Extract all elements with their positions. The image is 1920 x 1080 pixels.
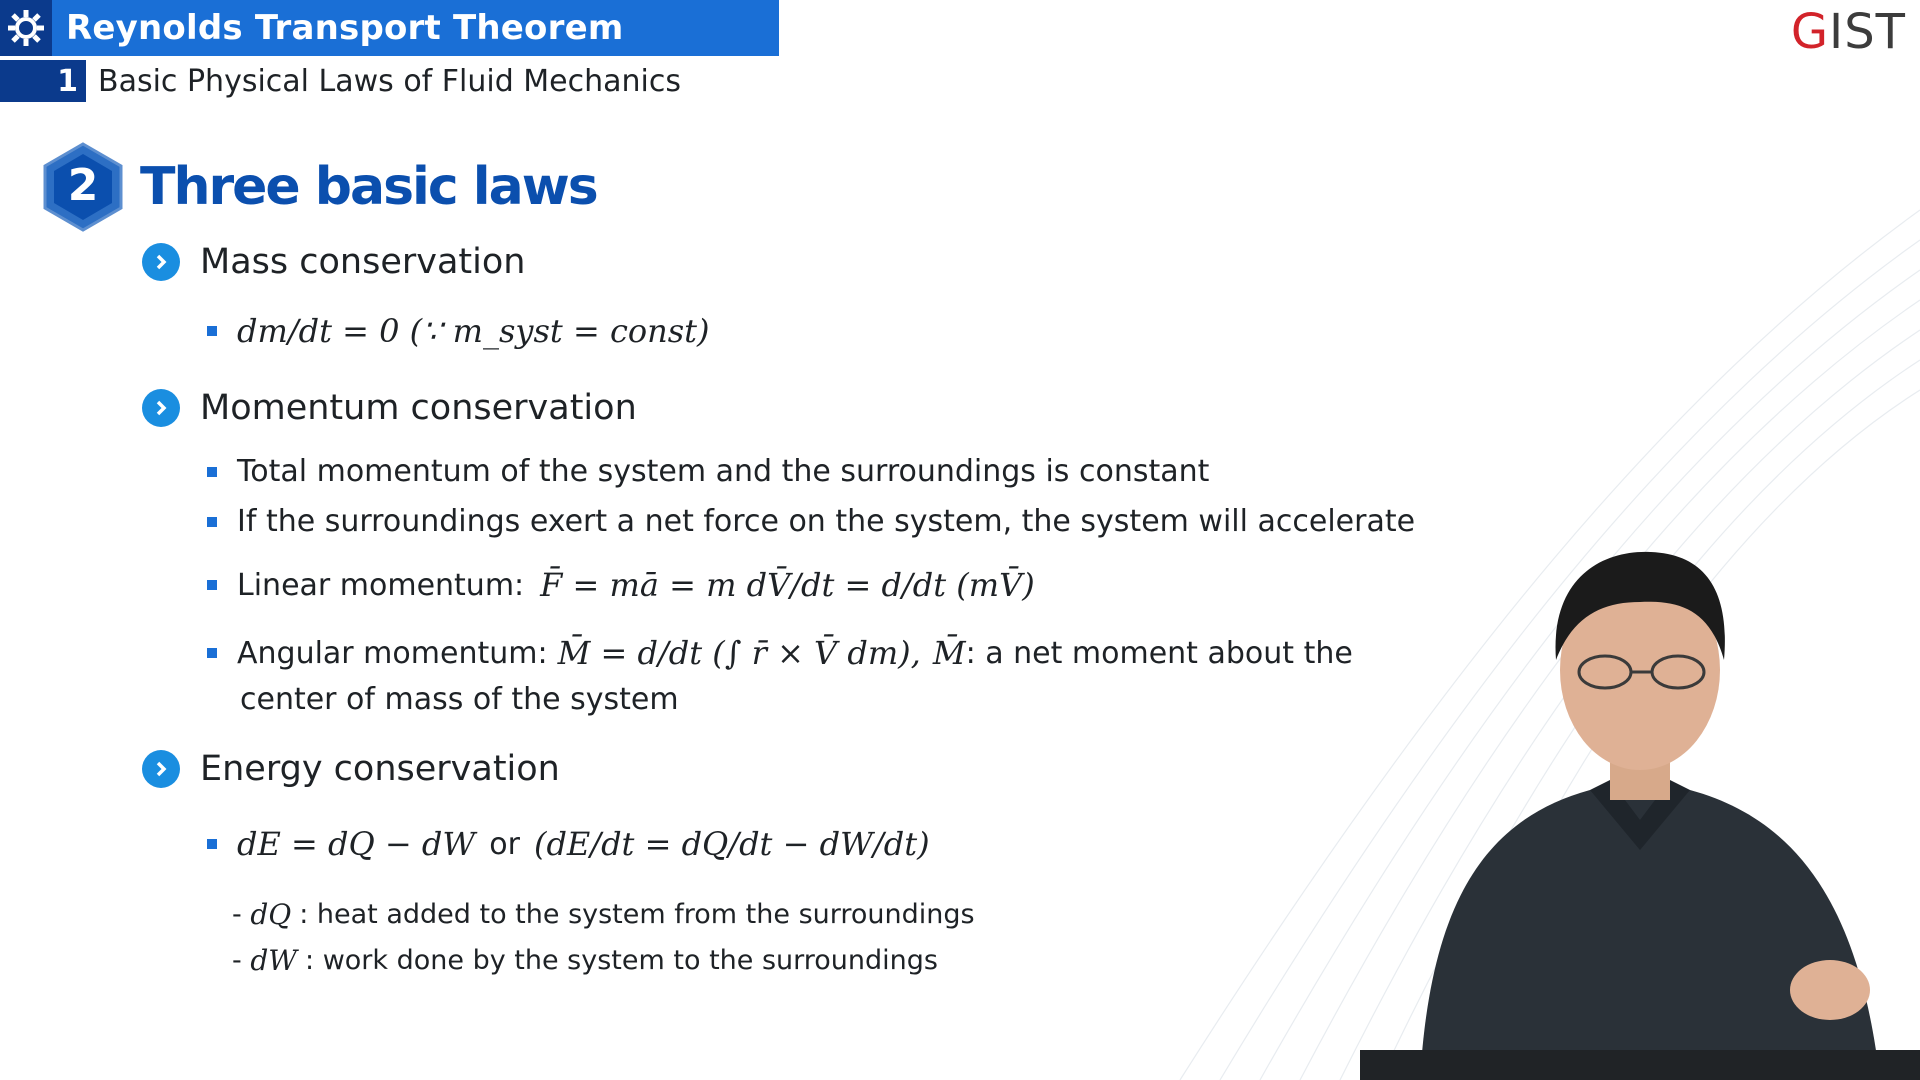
angular-momentum-formula: M̄ = d/dt (∫ r̄ × V̄ dm), <box>557 634 921 672</box>
angular-momentum-line2 <box>240 682 679 717</box>
linear-momentum-label: Linear momentum: <box>237 567 525 603</box>
bullet-square <box>207 517 217 527</box>
mass-formula: dm/dt = 0 (∵ m_syst = const) <box>237 312 710 350</box>
bullet-square <box>207 326 217 336</box>
linear-momentum-formula: F̄ = mā = m dV̄/dt = d/dt (mV̄) <box>540 566 1035 604</box>
linear-momentum-item <box>207 566 1035 604</box>
mass-formula-item <box>207 312 710 350</box>
chevron-right-icon <box>142 750 180 788</box>
logo-letters: IST <box>1829 4 1906 60</box>
subheader-number: 1 <box>0 60 86 102</box>
moment-symbol: M̄ <box>932 634 966 672</box>
section-heading <box>42 142 597 232</box>
gist-logo <box>1791 4 1906 60</box>
energy-conservation-label: Energy conservation <box>200 749 560 789</box>
dw-symbol: dW <box>250 944 298 977</box>
dw-text: : work done by the system to the surroundings <box>305 945 938 976</box>
dash: - <box>232 945 251 976</box>
chevron-right-icon <box>142 389 180 427</box>
momentum-bullet-1-text: Total momentum of the system and the surroundings is constant <box>237 454 1210 489</box>
momentum-bullet-1 <box>207 454 1209 489</box>
energy-formula-a: dE = dQ − dW <box>237 825 476 863</box>
header-title: Reynolds Transport Theorem <box>66 8 624 48</box>
energy-conservation-item <box>142 749 560 789</box>
momentum-conservation-label: Momentum conservation <box>200 388 637 428</box>
section-title: Three basic laws <box>140 157 597 217</box>
energy-or: or <box>489 826 520 862</box>
bullet-square <box>207 467 217 477</box>
header-bar <box>0 0 779 56</box>
chevron-right-icon <box>142 243 180 281</box>
energy-def-dq <box>232 898 975 931</box>
presenter-video <box>1360 490 1920 1080</box>
energy-formula-b: (dE/dt = dQ/dt − dW/dt) <box>533 825 930 863</box>
angular-momentum-line2-text: center of mass of the system <box>240 682 679 717</box>
energy-def-dw <box>232 944 938 977</box>
bullet-square <box>207 648 217 658</box>
momentum-bullet-2-text: If the surroundings exert a net force on the system, the system will accelerate <box>237 504 1416 539</box>
section-number: 2 <box>67 160 99 211</box>
logo-letter-g: G <box>1790 4 1830 60</box>
gear-icon <box>0 0 52 56</box>
bullet-square <box>207 839 217 849</box>
mass-conservation-label: Mass conservation <box>200 242 526 282</box>
subheader-title: Basic Physical Laws of Fluid Mechanics <box>98 63 682 99</box>
momentum-conservation-item <box>142 388 637 428</box>
dash: - <box>232 899 251 930</box>
angular-momentum-desc: : a net moment about the <box>965 635 1353 671</box>
angular-momentum-item <box>207 634 1353 672</box>
dq-text: : heat added to the system from the surroundings <box>299 899 975 930</box>
subheader <box>0 60 681 102</box>
momentum-bullet-2 <box>207 504 1415 539</box>
angular-momentum-label: Angular momentum: <box>237 635 548 671</box>
energy-formula-item <box>207 825 930 863</box>
dq-symbol: dQ <box>250 898 292 931</box>
bullet-square <box>207 580 217 590</box>
hexagon-number-badge <box>42 142 124 232</box>
mass-conservation-item <box>142 242 525 282</box>
